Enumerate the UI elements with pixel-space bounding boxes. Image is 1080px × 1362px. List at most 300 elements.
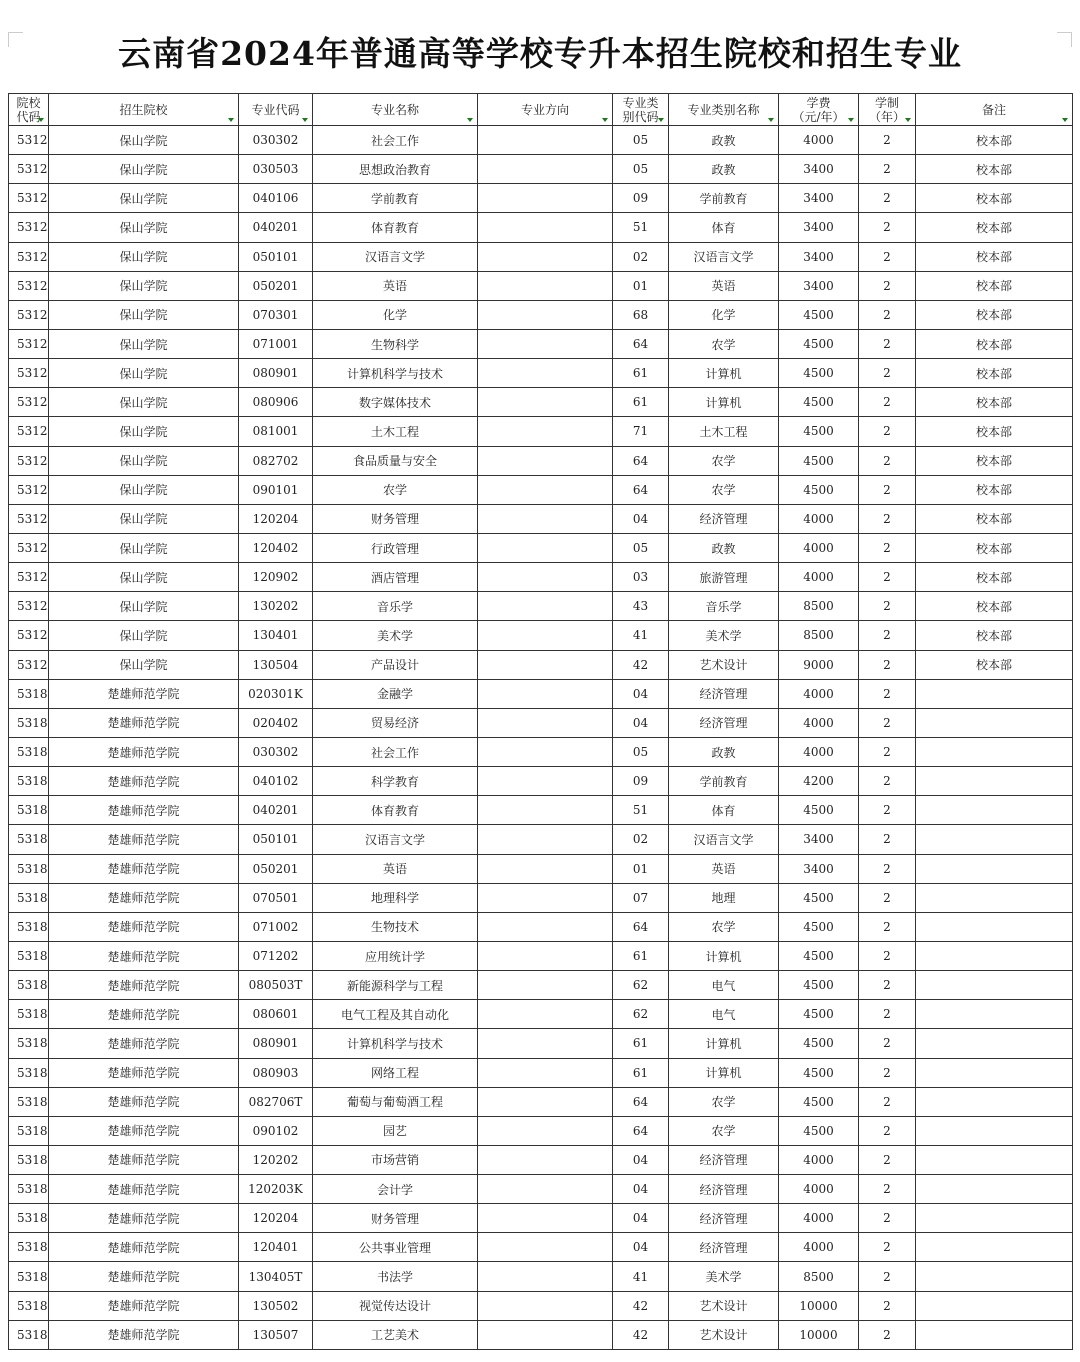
cell-category-name: 化学 bbox=[669, 300, 779, 329]
cell-school-code: 5318 bbox=[9, 1204, 49, 1233]
filter-dropdown-icon[interactable] bbox=[602, 116, 611, 124]
cell-major-code: 120204 bbox=[239, 504, 313, 533]
cell-remarks: 校本部 bbox=[916, 533, 1073, 562]
table-row bbox=[9, 1087, 1073, 1116]
cell-major-direction bbox=[478, 271, 613, 300]
cell-school-code: 5318 bbox=[9, 708, 49, 737]
cell-category-name: 计算机 bbox=[669, 388, 779, 417]
cell-school-code: 5318 bbox=[9, 1087, 49, 1116]
cell-tuition: 4000 bbox=[779, 563, 859, 592]
cell-category-code: 62 bbox=[613, 1000, 669, 1029]
cell-remarks bbox=[916, 941, 1073, 970]
cell-category-name: 农学 bbox=[669, 329, 779, 358]
page-title: 云南省2024年普通高等学校专升本招生院校和招生专业 bbox=[118, 34, 962, 73]
cell-school-name: 楚雄师范学院 bbox=[49, 912, 239, 941]
cell-remarks bbox=[916, 1087, 1073, 1116]
table-row bbox=[9, 621, 1073, 650]
cell-major-direction bbox=[478, 1291, 613, 1320]
table-row bbox=[9, 592, 1073, 621]
header-duration bbox=[859, 94, 916, 126]
cell-major-name: 体育教育 bbox=[313, 213, 478, 242]
cell-remarks: 校本部 bbox=[916, 300, 1073, 329]
cell-tuition: 4500 bbox=[779, 1116, 859, 1145]
cell-category-code: 05 bbox=[613, 126, 669, 155]
cell-remarks bbox=[916, 825, 1073, 854]
cell-school-code: 5312 bbox=[9, 446, 49, 475]
cell-category-name: 电气 bbox=[669, 971, 779, 1000]
cell-duration: 2 bbox=[859, 1291, 916, 1320]
cell-category-name: 体育 bbox=[669, 213, 779, 242]
table-row bbox=[9, 1291, 1073, 1320]
table-row bbox=[9, 213, 1073, 242]
cell-category-code: 64 bbox=[613, 912, 669, 941]
header-label: （年） bbox=[868, 109, 905, 124]
table-row bbox=[9, 271, 1073, 300]
cell-remarks: 校本部 bbox=[916, 388, 1073, 417]
cell-tuition: 4500 bbox=[779, 1000, 859, 1029]
cell-school-name: 保山学院 bbox=[49, 417, 239, 446]
chevron-down-icon bbox=[467, 118, 473, 122]
header-category-code bbox=[613, 94, 669, 126]
cell-school-name: 保山学院 bbox=[49, 563, 239, 592]
cell-tuition: 4000 bbox=[779, 737, 859, 766]
cell-category-code: 02 bbox=[613, 825, 669, 854]
cell-duration: 2 bbox=[859, 213, 916, 242]
cell-major-direction bbox=[478, 1029, 613, 1058]
cell-school-name: 保山学院 bbox=[49, 359, 239, 388]
table-row bbox=[9, 300, 1073, 329]
cell-major-code: 090101 bbox=[239, 475, 313, 504]
cell-major-code: 130507 bbox=[239, 1320, 313, 1349]
header-major-name bbox=[313, 94, 478, 126]
header-label: 别代码 bbox=[622, 109, 659, 124]
cell-duration: 2 bbox=[859, 912, 916, 941]
filter-dropdown-icon[interactable] bbox=[228, 116, 237, 124]
chevron-down-icon bbox=[658, 118, 664, 122]
cell-major-name: 书法学 bbox=[313, 1262, 478, 1291]
cell-duration: 2 bbox=[859, 941, 916, 970]
cell-school-name: 保山学院 bbox=[49, 242, 239, 271]
cell-remarks: 校本部 bbox=[916, 592, 1073, 621]
header-label: 招生院校 bbox=[119, 102, 168, 117]
cell-major-name: 英语 bbox=[313, 854, 478, 883]
cell-remarks: 校本部 bbox=[916, 650, 1073, 679]
cell-major-name: 汉语言文学 bbox=[313, 242, 478, 271]
table-row bbox=[9, 475, 1073, 504]
cell-tuition: 4500 bbox=[779, 417, 859, 446]
chevron-down-icon bbox=[905, 118, 911, 122]
header-row bbox=[9, 94, 1073, 126]
cell-major-code: 080906 bbox=[239, 388, 313, 417]
cell-school-code: 5312 bbox=[9, 155, 49, 184]
cell-major-direction bbox=[478, 388, 613, 417]
cell-tuition: 4500 bbox=[779, 1029, 859, 1058]
cell-school-code: 5318 bbox=[9, 825, 49, 854]
cell-remarks: 校本部 bbox=[916, 359, 1073, 388]
cell-duration: 2 bbox=[859, 825, 916, 854]
cell-major-direction bbox=[478, 650, 613, 679]
cell-duration: 2 bbox=[859, 621, 916, 650]
cell-remarks bbox=[916, 767, 1073, 796]
cell-major-name: 园艺 bbox=[313, 1116, 478, 1145]
cell-school-code: 5312 bbox=[9, 621, 49, 650]
filter-dropdown-icon[interactable] bbox=[768, 116, 777, 124]
cell-category-code: 04 bbox=[613, 1175, 669, 1204]
filter-dropdown-icon[interactable] bbox=[905, 116, 914, 124]
cell-category-name: 计算机 bbox=[669, 941, 779, 970]
cell-major-code: 040106 bbox=[239, 184, 313, 213]
cell-major-direction bbox=[478, 796, 613, 825]
cell-category-code: 01 bbox=[613, 271, 669, 300]
table-row bbox=[9, 1262, 1073, 1291]
cell-major-direction bbox=[478, 592, 613, 621]
cell-duration: 2 bbox=[859, 883, 916, 912]
cell-remarks bbox=[916, 1145, 1073, 1174]
cell-school-name: 保山学院 bbox=[49, 155, 239, 184]
cell-school-code: 5318 bbox=[9, 883, 49, 912]
cell-category-name: 计算机 bbox=[669, 359, 779, 388]
cell-duration: 2 bbox=[859, 271, 916, 300]
cell-school-code: 5318 bbox=[9, 1233, 49, 1262]
cell-major-direction bbox=[478, 504, 613, 533]
cell-school-code: 5312 bbox=[9, 271, 49, 300]
cell-category-name: 政教 bbox=[669, 737, 779, 766]
cell-major-name: 社会工作 bbox=[313, 737, 478, 766]
table-row bbox=[9, 242, 1073, 271]
chevron-down-icon bbox=[302, 118, 308, 122]
filter-dropdown-icon[interactable] bbox=[1062, 116, 1071, 124]
chevron-down-icon bbox=[228, 118, 234, 122]
cell-remarks: 校本部 bbox=[916, 155, 1073, 184]
cell-major-direction bbox=[478, 912, 613, 941]
cell-major-direction bbox=[478, 1145, 613, 1174]
cell-category-code: 42 bbox=[613, 1320, 669, 1349]
cell-category-code: 05 bbox=[613, 155, 669, 184]
cell-category-code: 51 bbox=[613, 213, 669, 242]
cell-category-name: 农学 bbox=[669, 475, 779, 504]
cell-category-code: 41 bbox=[613, 621, 669, 650]
cell-major-name: 新能源科学与工程 bbox=[313, 971, 478, 1000]
cell-tuition: 4500 bbox=[779, 446, 859, 475]
cell-remarks: 校本部 bbox=[916, 475, 1073, 504]
cell-major-name: 应用统计学 bbox=[313, 941, 478, 970]
cell-major-name: 视觉传达设计 bbox=[313, 1291, 478, 1320]
cell-major-code: 071001 bbox=[239, 329, 313, 358]
cell-major-name: 社会工作 bbox=[313, 126, 478, 155]
cell-duration: 2 bbox=[859, 1175, 916, 1204]
cell-duration: 2 bbox=[859, 650, 916, 679]
cell-major-code: 071002 bbox=[239, 912, 313, 941]
cell-major-name: 市场营销 bbox=[313, 1145, 478, 1174]
cell-category-code: 04 bbox=[613, 1145, 669, 1174]
cell-category-name: 英语 bbox=[669, 271, 779, 300]
filter-dropdown-icon[interactable] bbox=[302, 116, 311, 124]
cell-duration: 2 bbox=[859, 1029, 916, 1058]
filter-dropdown-icon[interactable] bbox=[848, 116, 857, 124]
table-row bbox=[9, 155, 1073, 184]
cell-school-code: 5318 bbox=[9, 1262, 49, 1291]
cell-remarks bbox=[916, 1029, 1073, 1058]
cell-major-direction bbox=[478, 679, 613, 708]
cell-tuition: 4500 bbox=[779, 883, 859, 912]
cell-major-direction bbox=[478, 300, 613, 329]
cell-school-name: 楚雄师范学院 bbox=[49, 1087, 239, 1116]
cell-remarks bbox=[916, 1000, 1073, 1029]
cell-school-code: 5318 bbox=[9, 679, 49, 708]
cell-major-name: 生物技术 bbox=[313, 912, 478, 941]
cell-school-name: 楚雄师范学院 bbox=[49, 1320, 239, 1349]
cell-school-name: 保山学院 bbox=[49, 592, 239, 621]
cell-duration: 2 bbox=[859, 1058, 916, 1087]
table-row bbox=[9, 854, 1073, 883]
cell-category-code: 61 bbox=[613, 941, 669, 970]
cell-remarks bbox=[916, 883, 1073, 912]
cell-major-direction bbox=[478, 708, 613, 737]
chevron-down-icon bbox=[38, 118, 44, 122]
filter-dropdown-icon[interactable] bbox=[658, 116, 667, 124]
table-row bbox=[9, 1175, 1073, 1204]
cell-major-name: 思想政治教育 bbox=[313, 155, 478, 184]
cell-school-name: 保山学院 bbox=[49, 621, 239, 650]
cell-category-name: 电气 bbox=[669, 1000, 779, 1029]
cell-school-code: 5312 bbox=[9, 388, 49, 417]
cell-major-code: 120902 bbox=[239, 563, 313, 592]
cell-category-name: 体育 bbox=[669, 796, 779, 825]
cell-category-code: 41 bbox=[613, 1262, 669, 1291]
cell-major-code: 030503 bbox=[239, 155, 313, 184]
cell-remarks: 校本部 bbox=[916, 621, 1073, 650]
cell-remarks bbox=[916, 1262, 1073, 1291]
cell-tuition: 9000 bbox=[779, 650, 859, 679]
cell-school-name: 楚雄师范学院 bbox=[49, 737, 239, 766]
header-label: 专业类 bbox=[622, 95, 659, 110]
header-category-name bbox=[669, 94, 779, 126]
cell-major-name: 财务管理 bbox=[313, 504, 478, 533]
cell-category-code: 05 bbox=[613, 737, 669, 766]
header-label: 院校 bbox=[16, 95, 41, 110]
cell-tuition: 4500 bbox=[779, 300, 859, 329]
cell-remarks: 校本部 bbox=[916, 213, 1073, 242]
filter-dropdown-icon[interactable] bbox=[38, 116, 47, 124]
cell-duration: 2 bbox=[859, 971, 916, 1000]
cell-school-name: 保山学院 bbox=[49, 650, 239, 679]
cell-category-name: 汉语言文学 bbox=[669, 825, 779, 854]
cell-major-code: 070501 bbox=[239, 883, 313, 912]
cell-major-direction bbox=[478, 475, 613, 504]
table-row bbox=[9, 533, 1073, 562]
cell-major-direction bbox=[478, 1262, 613, 1291]
cell-remarks bbox=[916, 1175, 1073, 1204]
cell-major-code: 130401 bbox=[239, 621, 313, 650]
table-row bbox=[9, 825, 1073, 854]
admissions-table bbox=[8, 93, 1073, 1350]
cell-category-code: 42 bbox=[613, 650, 669, 679]
cell-major-code: 080901 bbox=[239, 1029, 313, 1058]
cell-school-name: 楚雄师范学院 bbox=[49, 708, 239, 737]
table-row bbox=[9, 1116, 1073, 1145]
table-row bbox=[9, 708, 1073, 737]
cell-school-name: 楚雄师范学院 bbox=[49, 1204, 239, 1233]
cell-school-name: 楚雄师范学院 bbox=[49, 1145, 239, 1174]
cell-school-name: 楚雄师范学院 bbox=[49, 825, 239, 854]
cell-major-code: 130502 bbox=[239, 1291, 313, 1320]
cell-remarks bbox=[916, 971, 1073, 1000]
cell-category-code: 64 bbox=[613, 475, 669, 504]
cell-major-code: 080601 bbox=[239, 1000, 313, 1029]
cell-category-name: 经济管理 bbox=[669, 1204, 779, 1233]
cell-school-code: 5318 bbox=[9, 1291, 49, 1320]
cell-category-name: 地理 bbox=[669, 883, 779, 912]
cell-category-name: 艺术设计 bbox=[669, 1320, 779, 1349]
cell-duration: 2 bbox=[859, 1262, 916, 1291]
chevron-down-icon bbox=[602, 118, 608, 122]
cell-tuition: 4500 bbox=[779, 388, 859, 417]
cell-category-code: 61 bbox=[613, 1058, 669, 1087]
cell-major-name: 金融学 bbox=[313, 679, 478, 708]
cell-major-direction bbox=[478, 126, 613, 155]
cell-major-name: 产品设计 bbox=[313, 650, 478, 679]
cell-category-name: 计算机 bbox=[669, 1058, 779, 1087]
cell-major-code: 040201 bbox=[239, 213, 313, 242]
cell-tuition: 3400 bbox=[779, 213, 859, 242]
cell-major-name: 化学 bbox=[313, 300, 478, 329]
cell-remarks bbox=[916, 679, 1073, 708]
cell-duration: 2 bbox=[859, 737, 916, 766]
cell-major-name: 电气工程及其自动化 bbox=[313, 1000, 478, 1029]
cell-category-name: 政教 bbox=[669, 533, 779, 562]
cell-major-code: 050101 bbox=[239, 825, 313, 854]
cell-major-name: 农学 bbox=[313, 475, 478, 504]
cell-duration: 2 bbox=[859, 504, 916, 533]
cell-major-name: 贸易经济 bbox=[313, 708, 478, 737]
cell-major-direction bbox=[478, 213, 613, 242]
cell-category-code: 09 bbox=[613, 767, 669, 796]
cell-major-direction bbox=[478, 184, 613, 213]
cell-category-code: 04 bbox=[613, 1233, 669, 1262]
cell-school-name: 楚雄师范学院 bbox=[49, 1029, 239, 1058]
table-row bbox=[9, 912, 1073, 941]
cell-category-name: 经济管理 bbox=[669, 1175, 779, 1204]
cell-major-code: 020402 bbox=[239, 708, 313, 737]
cell-major-code: 120402 bbox=[239, 533, 313, 562]
cell-major-direction bbox=[478, 621, 613, 650]
cell-school-name: 楚雄师范学院 bbox=[49, 883, 239, 912]
filter-dropdown-icon[interactable] bbox=[467, 116, 476, 124]
cell-major-name: 工艺美术 bbox=[313, 1320, 478, 1349]
cell-school-name: 保山学院 bbox=[49, 300, 239, 329]
cell-major-code: 082702 bbox=[239, 446, 313, 475]
cell-duration: 2 bbox=[859, 184, 916, 213]
cell-tuition: 4200 bbox=[779, 767, 859, 796]
cell-category-code: 05 bbox=[613, 533, 669, 562]
cell-major-code: 080503T bbox=[239, 971, 313, 1000]
cell-duration: 2 bbox=[859, 679, 916, 708]
cell-major-name: 计算机科学与技术 bbox=[313, 1029, 478, 1058]
table-row bbox=[9, 126, 1073, 155]
cell-category-name: 经济管理 bbox=[669, 679, 779, 708]
cell-school-name: 保山学院 bbox=[49, 533, 239, 562]
cell-category-code: 02 bbox=[613, 242, 669, 271]
cell-major-direction bbox=[478, 1204, 613, 1233]
header-label: 专业名称 bbox=[370, 102, 419, 117]
table-row bbox=[9, 971, 1073, 1000]
cell-major-direction bbox=[478, 854, 613, 883]
cell-school-code: 5318 bbox=[9, 854, 49, 883]
cell-category-code: 07 bbox=[613, 883, 669, 912]
cell-major-direction bbox=[478, 533, 613, 562]
chevron-down-icon bbox=[768, 118, 774, 122]
cell-remarks: 校本部 bbox=[916, 242, 1073, 271]
cell-category-name: 经济管理 bbox=[669, 1145, 779, 1174]
header-school-name bbox=[49, 94, 239, 126]
cell-duration: 2 bbox=[859, 388, 916, 417]
cell-major-direction bbox=[478, 825, 613, 854]
cell-category-name: 美术学 bbox=[669, 1262, 779, 1291]
header-major-direction bbox=[478, 94, 613, 126]
table-row bbox=[9, 883, 1073, 912]
cell-major-name: 科学教育 bbox=[313, 767, 478, 796]
cell-school-name: 楚雄师范学院 bbox=[49, 1000, 239, 1029]
cell-school-name: 保山学院 bbox=[49, 446, 239, 475]
cell-remarks: 校本部 bbox=[916, 563, 1073, 592]
cell-remarks bbox=[916, 1291, 1073, 1320]
table-row bbox=[9, 1058, 1073, 1087]
cell-major-direction bbox=[478, 417, 613, 446]
cell-major-name: 计算机科学与技术 bbox=[313, 359, 478, 388]
cell-major-name: 学前教育 bbox=[313, 184, 478, 213]
cell-category-name: 农学 bbox=[669, 1087, 779, 1116]
cell-tuition: 4000 bbox=[779, 533, 859, 562]
cell-tuition: 4000 bbox=[779, 1175, 859, 1204]
header-label: 备注 bbox=[981, 102, 1006, 117]
cell-tuition: 4000 bbox=[779, 1145, 859, 1174]
cell-major-code: 070301 bbox=[239, 300, 313, 329]
header-label: （元/年） bbox=[792, 109, 845, 124]
cell-duration: 2 bbox=[859, 563, 916, 592]
cell-category-name: 政教 bbox=[669, 126, 779, 155]
cell-category-name: 艺术设计 bbox=[669, 1291, 779, 1320]
cell-duration: 2 bbox=[859, 1000, 916, 1029]
cell-major-name: 英语 bbox=[313, 271, 478, 300]
cell-category-code: 03 bbox=[613, 563, 669, 592]
cell-major-direction bbox=[478, 329, 613, 358]
cell-duration: 2 bbox=[859, 359, 916, 388]
cell-school-name: 楚雄师范学院 bbox=[49, 854, 239, 883]
header-label: 代码 bbox=[16, 109, 41, 124]
cell-remarks bbox=[916, 796, 1073, 825]
cell-duration: 2 bbox=[859, 592, 916, 621]
cell-tuition: 4000 bbox=[779, 1204, 859, 1233]
cell-category-name: 艺术设计 bbox=[669, 650, 779, 679]
cell-tuition: 4500 bbox=[779, 1087, 859, 1116]
cell-tuition: 4500 bbox=[779, 912, 859, 941]
cell-duration: 2 bbox=[859, 1204, 916, 1233]
cell-school-name: 楚雄师范学院 bbox=[49, 767, 239, 796]
cell-tuition: 4500 bbox=[779, 1058, 859, 1087]
cell-major-code: 050101 bbox=[239, 242, 313, 271]
cell-remarks bbox=[916, 708, 1073, 737]
cell-major-code: 120204 bbox=[239, 1204, 313, 1233]
cell-school-name: 保山学院 bbox=[49, 184, 239, 213]
table-row bbox=[9, 359, 1073, 388]
cell-major-name: 生物科学 bbox=[313, 329, 478, 358]
cell-major-direction bbox=[478, 1058, 613, 1087]
table-row bbox=[9, 941, 1073, 970]
cell-tuition: 10000 bbox=[779, 1320, 859, 1349]
cell-major-direction bbox=[478, 1000, 613, 1029]
header-major-code bbox=[239, 94, 313, 126]
cell-major-name: 美术学 bbox=[313, 621, 478, 650]
